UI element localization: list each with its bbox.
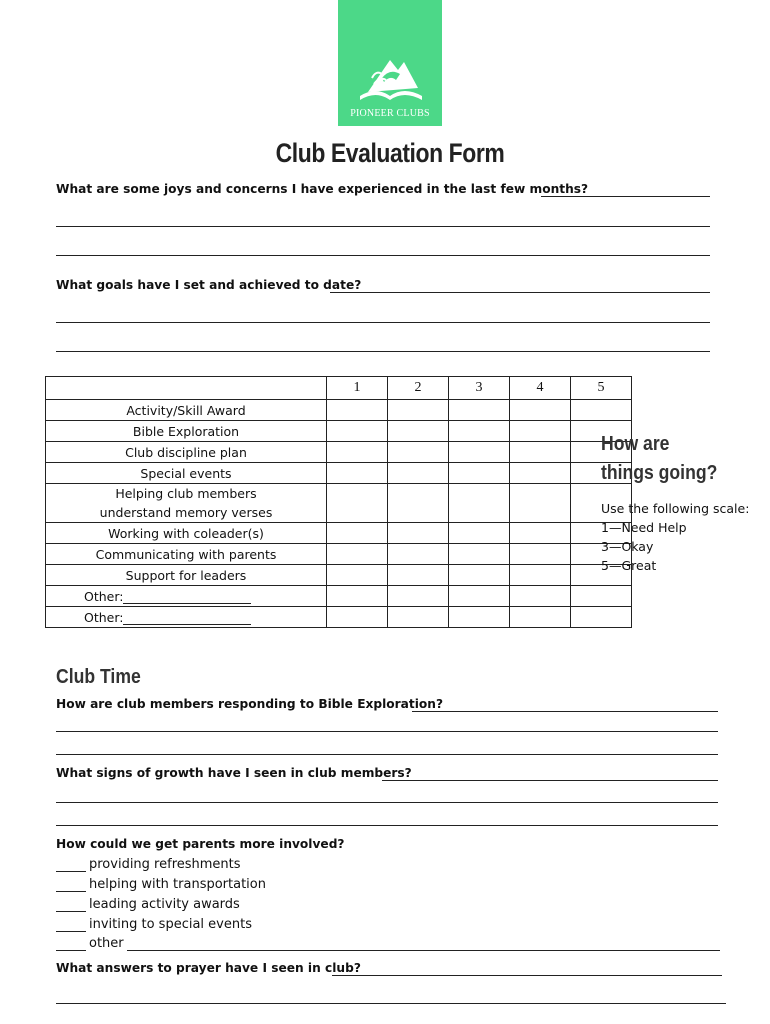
rating-cell[interactable] bbox=[388, 421, 449, 442]
row-other bbox=[46, 586, 327, 607]
club-time-heading: Club Time bbox=[56, 666, 141, 688]
answer-line[interactable] bbox=[541, 196, 710, 197]
row-label: Working with coleader(s) bbox=[46, 523, 327, 544]
rating-cell[interactable] bbox=[449, 463, 510, 484]
rating-cell[interactable] bbox=[388, 484, 449, 523]
question-growth: What signs of growth have I seen in club members? bbox=[56, 766, 412, 780]
sidebar-title-line1: How are bbox=[601, 433, 670, 455]
table-row bbox=[46, 544, 632, 565]
rating-cell[interactable] bbox=[327, 544, 388, 565]
pioneer-clubs-logo bbox=[338, 0, 442, 126]
rating-cell[interactable] bbox=[449, 523, 510, 544]
answer-line[interactable] bbox=[330, 292, 710, 293]
rating-cell[interactable] bbox=[510, 421, 571, 442]
row-label: Other: bbox=[84, 609, 124, 625]
mountain-book-icon bbox=[338, 0, 442, 110]
rating-cell[interactable] bbox=[327, 463, 388, 484]
rating-table bbox=[45, 376, 632, 628]
rating-cell[interactable] bbox=[510, 523, 571, 544]
rating-cell[interactable] bbox=[388, 544, 449, 565]
answer-line[interactable] bbox=[382, 780, 718, 781]
option-activity-awards: leading activity awards bbox=[56, 897, 240, 912]
scale-item: 3—Okay bbox=[601, 539, 654, 554]
table-row bbox=[46, 523, 632, 544]
answer-line[interactable] bbox=[56, 351, 710, 352]
rating-cell[interactable] bbox=[510, 484, 571, 523]
answer-line[interactable] bbox=[56, 802, 718, 803]
answer-line[interactable] bbox=[56, 226, 710, 227]
rating-cell[interactable] bbox=[449, 421, 510, 442]
rating-cell[interactable] bbox=[388, 463, 449, 484]
scale-intro: Use the following scale: bbox=[601, 501, 750, 516]
rating-cell[interactable] bbox=[327, 523, 388, 544]
option-special-events: inviting to special events bbox=[56, 917, 252, 932]
sidebar-title-line2: things going? bbox=[601, 462, 718, 484]
row-label: Support for leaders bbox=[46, 565, 327, 586]
rating-cell[interactable] bbox=[388, 586, 449, 607]
rating-cell[interactable] bbox=[510, 400, 571, 421]
checkbox-blank[interactable] bbox=[56, 879, 86, 892]
answer-line[interactable] bbox=[56, 825, 718, 826]
question-prayer: What answers to prayer have I seen in club? bbox=[56, 961, 361, 975]
rating-cell[interactable] bbox=[388, 565, 449, 586]
row-label: understand memory verses bbox=[99, 505, 273, 520]
rating-cell[interactable] bbox=[388, 523, 449, 544]
rating-header-2: 2 bbox=[388, 377, 449, 400]
row-label: Communicating with parents bbox=[46, 544, 327, 565]
checkbox-blank[interactable] bbox=[56, 899, 86, 912]
rating-cell[interactable] bbox=[388, 400, 449, 421]
other-blank[interactable] bbox=[123, 612, 251, 625]
scale-item: 1—Need Help bbox=[601, 520, 687, 535]
rating-cell[interactable] bbox=[571, 586, 632, 607]
question-parents: How could we get parents more involved? bbox=[56, 837, 345, 851]
scale-item: 5—Great bbox=[601, 558, 657, 573]
rating-cell[interactable] bbox=[571, 607, 632, 628]
page-title: Club Evaluation Form bbox=[275, 138, 505, 168]
row-label: Other: bbox=[84, 588, 124, 604]
answer-line[interactable] bbox=[56, 255, 710, 256]
rating-cell[interactable] bbox=[449, 484, 510, 523]
answer-line[interactable] bbox=[412, 711, 718, 712]
rating-cell[interactable] bbox=[327, 421, 388, 442]
table-row bbox=[46, 400, 632, 421]
rating-cell[interactable] bbox=[327, 442, 388, 463]
table-row bbox=[46, 484, 632, 523]
rating-cell[interactable] bbox=[449, 400, 510, 421]
answer-line[interactable] bbox=[56, 322, 710, 323]
rating-cell[interactable] bbox=[327, 586, 388, 607]
rating-cell[interactable] bbox=[510, 607, 571, 628]
rating-cell[interactable] bbox=[449, 607, 510, 628]
rating-cell[interactable] bbox=[449, 565, 510, 586]
table-row bbox=[46, 586, 632, 607]
rating-cell[interactable] bbox=[449, 544, 510, 565]
row-label: Bible Exploration bbox=[46, 421, 327, 442]
rating-cell[interactable] bbox=[327, 607, 388, 628]
table-row bbox=[46, 463, 632, 484]
row-other bbox=[46, 607, 327, 628]
rating-cell[interactable] bbox=[327, 484, 388, 523]
rating-cell[interactable] bbox=[510, 463, 571, 484]
table-header-row bbox=[46, 377, 632, 400]
answer-line[interactable] bbox=[332, 975, 722, 976]
answer-line[interactable] bbox=[56, 1003, 726, 1004]
row-label: Special events bbox=[46, 463, 327, 484]
checkbox-blank[interactable] bbox=[56, 919, 86, 932]
rating-cell[interactable] bbox=[510, 442, 571, 463]
question-joys: What are some joys and concerns I have experienced in the last few months? bbox=[56, 182, 589, 196]
table-row bbox=[46, 565, 632, 586]
rating-cell[interactable] bbox=[510, 586, 571, 607]
answer-line[interactable] bbox=[56, 754, 718, 755]
answer-line[interactable] bbox=[127, 950, 720, 951]
rating-cell[interactable] bbox=[388, 607, 449, 628]
rating-cell[interactable] bbox=[388, 442, 449, 463]
row-label: Activity/Skill Award bbox=[46, 400, 327, 421]
row-label: Club discipline plan bbox=[46, 442, 327, 463]
logo-text: PIONEER CLUBS bbox=[350, 108, 430, 119]
rating-cell[interactable] bbox=[449, 442, 510, 463]
other-blank[interactable] bbox=[123, 591, 251, 604]
table-row bbox=[46, 442, 632, 463]
rating-header-3: 3 bbox=[449, 377, 510, 400]
rating-cell[interactable] bbox=[571, 400, 632, 421]
question-goals: What goals have I set and achieved to date? bbox=[56, 278, 362, 292]
row-label-memory bbox=[46, 484, 327, 523]
checkbox-blank[interactable] bbox=[56, 938, 86, 951]
answer-line[interactable] bbox=[56, 731, 718, 732]
table-row bbox=[46, 607, 632, 628]
table-row bbox=[46, 421, 632, 442]
checkbox-blank[interactable] bbox=[56, 859, 86, 872]
rating-cell[interactable] bbox=[510, 565, 571, 586]
rating-header-5: 5 bbox=[571, 377, 632, 400]
option-other: other bbox=[56, 936, 124, 951]
row-label: Helping club members bbox=[115, 486, 257, 501]
rating-cell[interactable] bbox=[510, 544, 571, 565]
rating-header-4: 4 bbox=[510, 377, 571, 400]
option-transportation: helping with transportation bbox=[56, 877, 266, 892]
rating-cell[interactable] bbox=[327, 565, 388, 586]
option-refreshments: providing refreshments bbox=[56, 857, 241, 872]
rating-header-1: 1 bbox=[327, 377, 388, 400]
question-bible: How are club members responding to Bible Exploration? bbox=[56, 697, 444, 711]
rating-cell[interactable] bbox=[327, 400, 388, 421]
rating-cell[interactable] bbox=[449, 586, 510, 607]
